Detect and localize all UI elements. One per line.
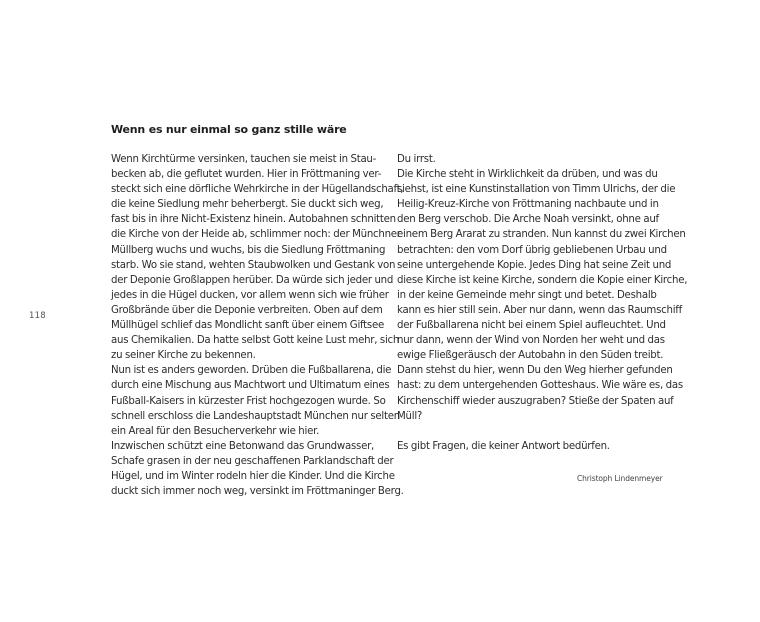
text-line: Müll? (397, 410, 423, 422)
text-line: die keine Siedlung mehr beherbergt. Sie duckt sich weg, (111, 199, 384, 211)
article-title: Wenn es nur einmal so ganz stille wäre (111, 123, 347, 136)
paragraph-gap (397, 424, 682, 439)
text-line: Inzwischen schützt eine Betonwand das Grundwasser, (111, 440, 375, 452)
text-line: hast: zu dem untergehenden Gotteshaus. Wie wäre es, das (397, 380, 683, 392)
text-line: Hügel, und im Winter rodeln hier die Kinder. Und die Kirche (111, 470, 395, 482)
text-line: duckt sich immer noch weg, versinkt im Fröttmaninger Berg. (111, 486, 404, 498)
text-line: Großbrände über die Deponie verbreiten. Oben auf dem (111, 304, 383, 316)
text-line: Müllhügel schlief das Mondlicht sanft über einem Giftsee (111, 320, 385, 332)
left-column (111, 152, 404, 499)
text-line: seine untergehende Kopie. Jedes Ding hat seine Zeit und (397, 259, 672, 271)
text-line: ewige Fließgeräusch der Autobahn in den Süden treibt. (397, 350, 664, 362)
text-line: steckt sich eine dörfliche Wehrkirche in der Hügellandschaft, (111, 184, 404, 196)
author-signature: Christoph Lindenmeyer (577, 474, 663, 483)
text-line: fast bis in ihre Nicht-Existenz hinein. Autobahnen schnitten (111, 214, 396, 226)
text-line: Du irrst. (397, 154, 436, 165)
closing-line: Es gibt Fragen, die keiner Antwort bedürfen. (397, 440, 610, 452)
text-line: durch eine Mischung aus Machtwort und Ultimatum eines (111, 380, 390, 392)
text-line: Schafe grasen in der neu geschaffenen Parklandschaft der (111, 455, 394, 467)
text-line: der Fußballarena nicht bei einem Spiel aufleuchtet. Und (397, 320, 666, 332)
text-line: einem Berg Ararat zu stranden. Nun kannst du zwei Kirchen (397, 229, 686, 241)
text-line: den Berg verschob. Die Arche Noah versinkt, ohne auf (397, 214, 659, 226)
text-line: Heilig-Kreuz-Kirche von Fröttmaning nachbaute und in (397, 199, 659, 211)
text-line: Die Kirche steht in Wirklichkeit da drüben, und was du (397, 169, 658, 181)
text-line: Dann stehst du hier, wenn Du den Weg hierher gefunden (397, 365, 673, 377)
text-line: betrachten: den vom Dorf übrig gebliebenen Urbau und (397, 244, 667, 256)
text-line: starb. Wo sie stand, wehten Staubwolken und Gestank von (111, 259, 396, 271)
text-line: siehst, ist eine Kunstinstallation von Timm Ulrichs, der die (397, 184, 676, 196)
text-line: kann es hier still sein. Aber nur dann, wenn das Raumschiff (397, 304, 682, 316)
text-line: jedes in die Hügel ducken, vor allem wenn sich wie früher (111, 289, 389, 301)
text-line: becken ab, die geflutet wurden. Hier in Fröttmaning ver- (111, 169, 382, 181)
text-line: Fußball-Kaisers in kürzester Frist hochgezogen wurde. So (111, 395, 386, 407)
text-line: diese Kirche ist keine Kirche, sondern die Kopie einer Kirche, (397, 274, 688, 286)
text-line: Kirchenschiff wieder auszugraben? Stieße der Spaten auf (397, 395, 674, 407)
text-line: Wenn Kirchtürme versinken, tauchen sie meist in Stau- (111, 154, 377, 165)
text-line: aus Chemikalien. Da hatte selbst Gott keine Lust mehr, sich (111, 335, 400, 347)
text-line: der Deponie Großlappen herüber. Da würde sich jeder und (111, 274, 394, 286)
text-line: die Kirche von der Heide ab, schlimmer noch: der Münchner (111, 229, 401, 241)
text-line: ein Areal für den Besucherverkehr wie hier. (111, 425, 320, 437)
text-line: zu seiner Kirche zu bekennen. (111, 350, 256, 362)
page-number: 118 (29, 311, 46, 321)
text-line: schnell erschloss die Landeshauptstadt München nur selten (111, 410, 400, 422)
right-column (397, 152, 688, 454)
text-line: in der keine Gemeinde mehr singt und betet. Deshalb (397, 289, 657, 301)
text-line: nur dann, wenn der Wind von Norden her weht und das (397, 335, 665, 347)
text-line: Müllberg wuchs und wuchs, bis die Siedlung Fröttmaning (111, 244, 386, 256)
text-line: Nun ist es anders geworden. Drüben die Fußballarena, die (111, 365, 392, 377)
